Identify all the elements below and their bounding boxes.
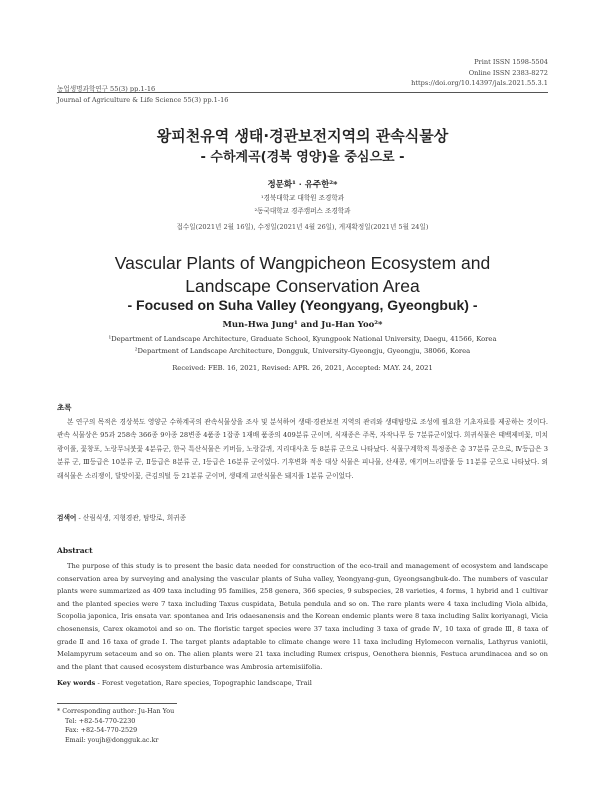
corresponding-author-footnote xyxy=(57,707,174,745)
doi-link[interactable]: https://doi.org/10.14397/jals.2021.55.3.1 xyxy=(411,79,548,87)
korean-keywords-text: - 산림식생, 지형경관, 탐방로, 희귀종 xyxy=(76,514,187,522)
korean-abstract-body xyxy=(57,416,548,483)
korean-authors: 정문화¹ · 유주한²* xyxy=(267,180,338,190)
korean-abstract-text: 본 연구의 목적은 경상북도 영양군 수하계곡의 관속식물상을 조사 및 분석하여 생태·경관보전 지역의 관리와 생태탐방로 조성에 필요한 기초자료를 제공하는 것이다. 관속 식물상은 95과 258속 366종 9아종 28변종 4품종 1잡종 1재배 품종의 409분류 군이며, 식재종은 주목, 자작나무 등 7분류군이었다. 희귀식물은 태백제비꽃, 미치광이풀, 꽃창포, 노랑무늬붓꽃 4분류군, 한국 특산식물은 키버들, 노랑갈퀴, 지리대사초 등 8분류 군으로 나타났다. 식물구계학적 특정종은 총 37분류 군으로, Ⅳ등급은 3분류 군, Ⅲ등급은 10분류 군, Ⅱ등급은 8분류 군, Ⅰ등급은 16분류 군이었다. 기후변화 적응 대상 식물은 피나물, 산새콩, 애기며느리밥풀 등 11분류 군으로 나타났다. 외래식물은 소리쟁이, 달맞이꽃, 큰김의털 등 21분류 군이며, 생태계 교란식물은 돼지풀 1분류 군이었다. xyxy=(57,418,548,480)
footnote-fax: Fax: +82-54-770-2529 xyxy=(65,726,138,734)
journal-name-en: Journal of Agriculture & Life Science 55(3) pp.1-16 xyxy=(57,96,229,104)
english-keywords-text: - Forest vegetation, Rare species, Topographic landscape, Trail xyxy=(95,679,312,687)
footnote-email[interactable]: Email: youjh@dongguk.ac.kr xyxy=(65,735,159,744)
english-dates: Received: FEB. 16, 2021, Revised: APR. 26, 2021, Accepted: MAY. 24, 2021 xyxy=(172,364,433,372)
english-subtitle: - Focused on Suha Valley (Yeongyang, Gyeongbuk) - xyxy=(127,297,478,313)
print-issn: Print ISSN 1598-5504 xyxy=(474,58,548,66)
korean-keywords-label: 검색어 xyxy=(57,514,77,522)
korean-affiliation-1: ¹경북대학교 대학원 조경학과 xyxy=(260,194,345,202)
korean-keywords xyxy=(57,512,186,522)
english-title-line2: Landscape Conservation Area xyxy=(185,276,420,296)
header-divider xyxy=(57,92,548,93)
korean-title: 왕피천유역 생태·경관보전지역의 관속식물상 xyxy=(156,127,449,145)
english-affiliation-2: ²Department of Landscape Architecture, Dongguk, University-Gyeongju, Gyeongju, 38066, Korea xyxy=(134,347,471,355)
korean-abstract-heading: 초록 xyxy=(57,403,72,412)
english-keywords-label: Key words xyxy=(57,679,96,687)
english-affiliation-1: ¹Department of Landscape Architecture, Graduate School, Kyungpook National University, Daegu, 41566, Korea xyxy=(108,335,497,343)
footnote-author: * Corresponding author: Ju-Han You xyxy=(57,707,175,715)
issn-block xyxy=(411,57,548,89)
english-authors: Mun-Hwa Jung¹ and Ju-Han Yoo²* xyxy=(222,320,383,330)
footnote-divider xyxy=(57,703,177,704)
english-abstract-body xyxy=(57,560,548,673)
online-issn: Online ISSN 2383-8272 xyxy=(468,68,548,77)
journal-name-kr: 농업생명과학연구 55(3) pp.1-16 xyxy=(57,85,156,93)
footnote-tel: Tel: +82-54-770-2230 xyxy=(65,716,136,725)
korean-dates: 접수일(2021년 2월 16일), 수정일(2021년 4월 26일), 게재확정일(2021년 5월 24일) xyxy=(176,223,429,231)
english-keywords xyxy=(57,679,312,687)
korean-subtitle: - 수하계곡(경북 영양)을 중심으로 - xyxy=(200,150,405,165)
english-abstract-text: The purpose of this study is to present the basic data needed for construction of the eco-trail and management of ecosystem and landscape conservation area by surveying and analysing the vascular plants of Suha valley, Yeongyang-gun, Gyeongsangbuk-do. The numbers of vascular plants were summarized as 409 taxa including 95 families, 258 genera, 366 species, 9 subspecies, 28 varieties, 4 forms, 1 hybrid and 1 cultivar and the planted species were 7 taxa including Taxus cuspidata, Betula pendula and so on. The rare plants were 4 taxa including Viola albida, Scopolia japonica, Iris ensata var. spontanea and Iris odaesanensis and the Korean endemic plants were 8 taxa including Salix koriyanagi, Vicia chosenensis, Carex okamotoi and so on. The floristic target species were 37 taxa including 3 taxa of grade Ⅳ, 10 taxa of grade Ⅲ, 8 taxa of grade Ⅱ and 16 taxa of grade Ⅰ. The target plants adaptable to climate change were 11 taxa including Hylomecon vernalis, Lathyrus vaniotii, Melampyrum setaceum and so on. The alien plants were 21 taxa including Rumex crispus, Oenothera biennis, Festuca arundinacea and so on and the plant that caused ecosystem disturbance was Ambrosia artemisiifolia. xyxy=(57,562,548,671)
english-abstract-heading: Abstract xyxy=(57,546,93,555)
english-title-line1: Vascular Plants of Wangpicheon Ecosystem and xyxy=(114,253,491,273)
korean-affiliation-2: ²동국대학교 경주캠퍼스 조경학과 xyxy=(254,207,351,215)
